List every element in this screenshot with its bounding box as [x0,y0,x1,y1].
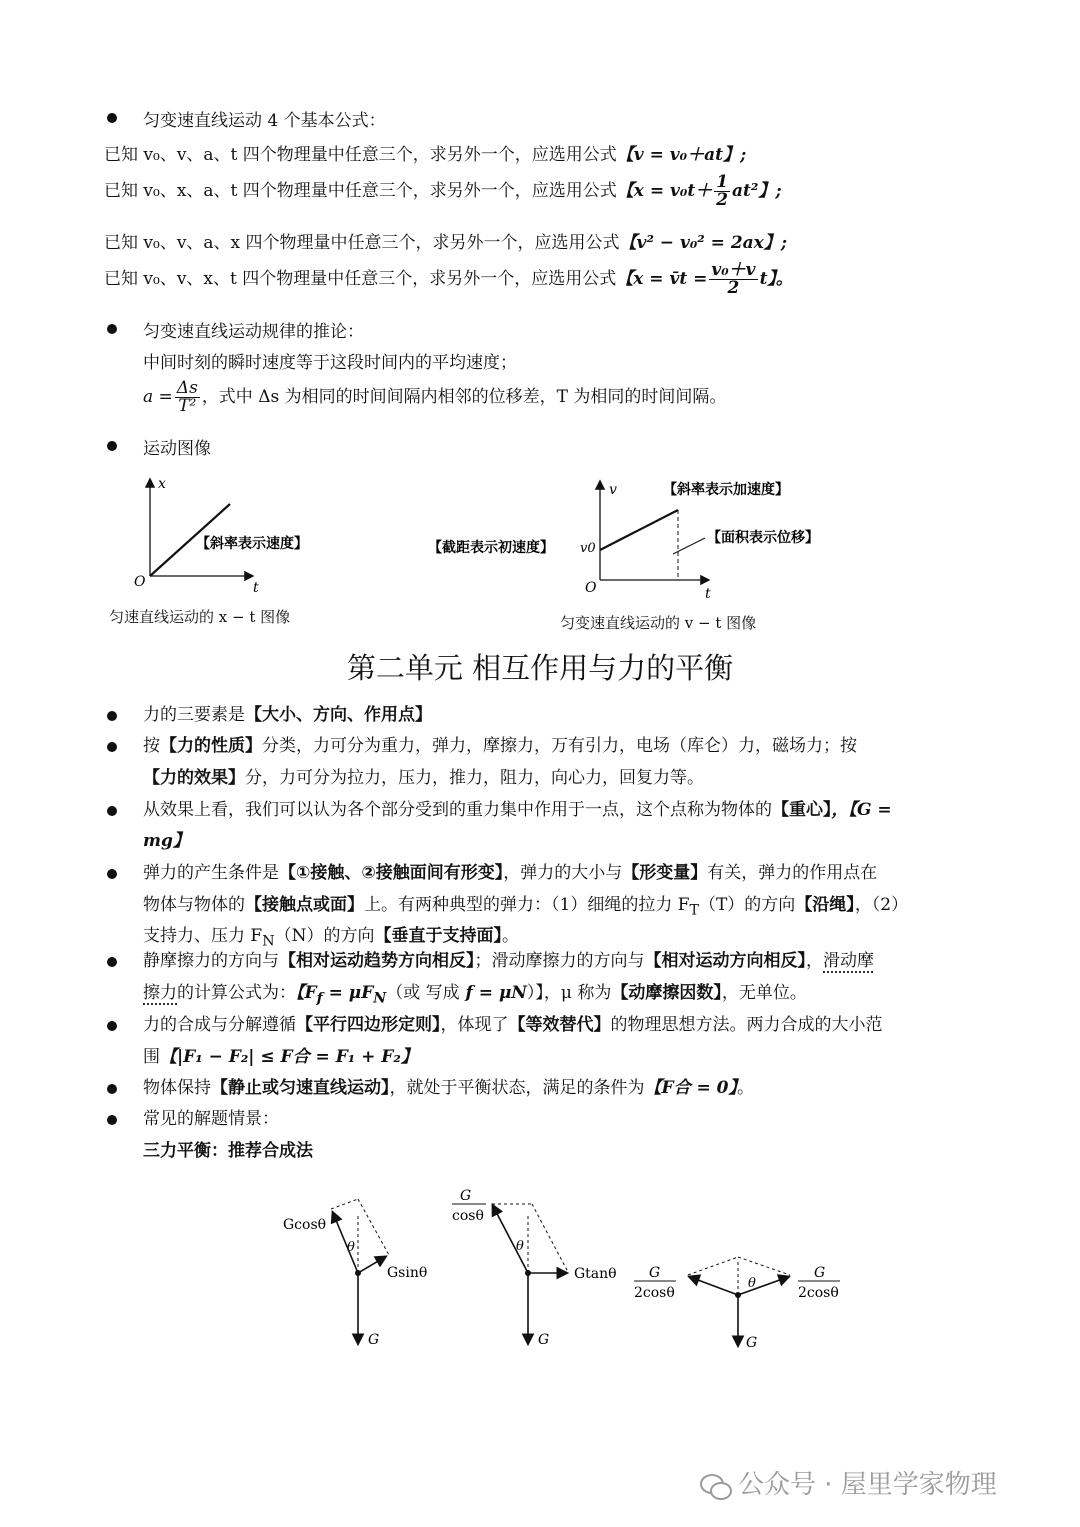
formula: 【v² − v₀² = 2ax】; [619,233,788,253]
item-center-of-gravity [143,798,892,822]
fraction-numerator: Δs [176,378,198,398]
fraction-numerator: 1 [716,172,729,192]
item-composition [143,1013,883,1037]
item-text: 静摩擦力的方向与 [143,951,279,971]
formula-condition: 已知 v₀、v、a、x 四个物理量中任意三个，求另外一个，应选用公式 [104,233,620,253]
force-label-gsin: Gsinθ [387,1265,428,1281]
item-friction-cont [143,981,807,1010]
item-text: 分类，力可分为重力，弹力，摩擦力，万有引力，电场（库仑）力，磁场力；按 [262,736,857,756]
subscript: N [262,933,275,950]
emphasized-text: 滑动摩 [823,951,874,971]
item-text: ，（2） [854,895,909,915]
bullet [107,742,117,752]
fraction-denominator: cosθ [452,1208,484,1224]
bullet [107,324,117,334]
angle-label: θ [347,1240,355,1255]
item-text: 。 [501,926,519,946]
force-diagram-symmetric [630,1255,850,1355]
formula: 【x = v̄t = [616,269,708,289]
item-text: （T）的方向 [698,895,796,915]
item-text: 按 [143,736,160,756]
item-text: ）】，μ 称为 [526,983,612,1003]
formula: t】。 [759,269,793,289]
item-elastic-force [143,861,877,885]
item-text: ，弹力的大小与 [503,863,623,883]
area-annotation: 【面积表示位移】 [707,530,819,546]
subheading-three-forces: 三力平衡：推荐合成法 [143,1141,313,1161]
bullet [107,957,117,967]
item-text: 的计算公式为： [177,983,296,1003]
item-text: 从效果上看，我们可以认为各个部分受到的重力集中作用于一点，这个点称为物体的 [143,800,772,820]
key-term: 【接触点或面】 [245,895,364,915]
key-term: 【①接触、②接触面间有形变】 [279,863,504,883]
key-term: 【力的效果】 [143,768,245,788]
item-text: ，无单位。 [721,983,807,1003]
formula-condition: 已知 v₀、x、a、t 四个物理量中任意三个，求另外一个，应选用公式 [104,181,617,201]
item-friction [143,949,874,973]
item-text: 力的合成与分解遵循 [143,1015,296,1035]
bullet [107,113,117,123]
unit-title: 第二单元 相互作用与力的平衡 [346,651,734,685]
formula-explanation: ，式中 Δs 为相同的时间间隔内相邻的位移差，T 为相同的时间间隔。 [201,387,727,407]
bullet [107,1084,117,1094]
key-term: 【等效替代】 [508,1015,611,1035]
item-elastic-force-cont [143,893,908,922]
item-scenarios: 常见的解题情景： [143,1109,279,1129]
slope-annotation: 【斜率表示加速度】 [663,482,789,498]
y-axis-label: v [609,482,617,498]
item-text: 力的三要素是 [143,705,245,725]
fraction [175,380,200,415]
key-term: 【相对运动趋势方向相反】 [279,951,475,971]
origin-label: O [585,580,597,596]
force-label-gcos: Gcosθ [283,1217,327,1233]
item-text: ；滑动摩擦力的方向与 [474,951,645,971]
force-diagram-decomposition [275,1195,455,1355]
fraction-denominator: 2cosθ [634,1285,675,1301]
slope-annotation: 【斜率表示速度】 [196,536,308,552]
x-t-graph [120,472,380,602]
formula-condition: 已知 v₀、v、x、t 四个物理量中任意三个，求另外一个，应选用公式 [104,269,617,289]
formula: 【x = v₀t＋ [616,181,713,201]
fraction-numerator: G [814,1265,826,1281]
section-heading: 运动图像 [143,439,211,459]
key-term: 【|F₁ − F₂| ≤ F合 = F₁ + F₂】 [160,1047,418,1067]
subscript: f [316,990,323,1007]
key-term: 【平行四边形定则】 [296,1015,441,1035]
item-text: 分，力可分为拉力，压力，推力，阻力，向心力，回复力等。 [245,768,704,788]
fraction-numerator: v₀＋v [711,260,756,280]
bullet [107,441,117,451]
bullet [107,1115,117,1125]
key-term: 【大小、方向、作用点】 [245,705,432,725]
key-term: 【形变量】 [622,863,708,883]
wechat-icon [700,1474,730,1498]
fraction-denominator: 2 [727,278,740,298]
force-label-g: G [538,1332,550,1348]
key-term: 【力的性质】 [160,736,262,756]
formula-line-1 [104,140,746,165]
item-text: ，体现了 [440,1015,509,1035]
item-text: 的物理思想方法。两力合成的大小范 [610,1015,883,1035]
item-text: 弹力的产生条件是 [143,863,279,883]
bullet [107,806,117,816]
formula: at²】; [732,181,782,201]
formula: 【v = v₀＋at】; [616,145,747,165]
item-text: 物体保持 [143,1078,211,1098]
section-heading: 匀变速直线运动 4 个基本公式： [143,111,386,131]
force-label-gtan: Gtanθ [574,1266,617,1282]
item-text: ，就处于平衡状态，满足的条件为 [389,1078,645,1098]
key-term: 【相对运动方向相反】 [644,951,806,971]
key-term: mg】 [143,831,190,851]
inference-line: 中间时刻的瞬时速度等于这段时间内的平均速度； [143,353,517,373]
fraction-denominator: T² [178,396,197,416]
graph-caption: 匀变速直线运动的 v − t 图像 [560,614,757,632]
key-term: ，【G = [831,800,892,820]
subscript: N [373,990,387,1007]
key-term: = μF [322,983,374,1003]
fraction-numerator: G [460,1188,472,1204]
item-text: 围 [143,1047,160,1067]
fraction-numerator: G [649,1265,661,1281]
item-text: 物体与物体的 [143,895,245,915]
inference-formula [143,380,726,415]
bullet [107,711,117,721]
emphasized-text: 擦力 [143,983,177,1003]
fraction-denominator: 2 [716,190,729,210]
item-three-elements [143,703,432,727]
formula: a = [143,387,173,407]
key-term: 【静止或匀速直线运动】 [211,1078,390,1098]
x-axis-label: t [253,580,259,596]
item-classification [143,734,857,758]
bullet [107,1021,117,1031]
item-text: 。 [736,1078,754,1098]
item-composition-cont [143,1045,418,1069]
v0-label: v0 [580,541,596,556]
angle-label: θ [516,1239,524,1254]
watermark [700,1464,997,1501]
item-text: 上。有两种典型的弹力：（1）细绳的拉力 F [364,895,690,915]
origin-label: O [134,574,146,590]
item-text: ， [806,951,823,971]
key-term: f = μN [459,983,527,1003]
formula-condition: 已知 v₀、v、a、t 四个物理量中任意三个，求另外一个，应选用公式 [104,145,617,165]
key-term: 【F合 = 0】 [644,1078,737,1098]
key-term: 【垂直于支持面】 [374,926,502,946]
fraction [709,262,757,297]
formula-line-3 [104,228,787,253]
subscript: T [689,902,699,919]
key-term: 【动摩擦因数】 [611,983,722,1003]
intercept-annotation: 【截距表示初速度】 [428,540,554,556]
key-term: 【重心】 [772,800,832,820]
angle-label: θ [748,1276,756,1291]
force-label-g: G [368,1332,380,1348]
section-heading: 匀变速直线运动规律的推论： [143,322,364,342]
bullet [107,869,117,879]
item-text: （或 写成 [386,983,460,1003]
force-label-g: G [746,1335,758,1351]
item-text: 有关，弹力的作用点在 [707,863,878,883]
key-term: 【F [296,983,317,1003]
watermark-text: 公众号 · 屋里学家物理 [738,1470,997,1500]
formula-line-4 [104,262,793,297]
item-text: （N）的方向 [274,926,375,946]
item-text: 支持力、压力 F [143,926,263,946]
formula-line-2 [104,174,782,209]
key-term: 【沿绳】 [795,895,855,915]
item-classification-cont [143,766,704,790]
graph-caption: 匀速直线运动的 x − t 图像 [109,608,291,626]
fraction [714,174,730,209]
fraction-denominator: 2cosθ [798,1285,839,1301]
y-axis-label: x [158,476,166,492]
x-axis-label: t [705,586,711,602]
force-diagram-composition [448,1186,628,1356]
item-equilibrium [143,1076,754,1100]
v-t-graph [425,472,845,607]
item-center-of-gravity-cont [143,829,190,853]
